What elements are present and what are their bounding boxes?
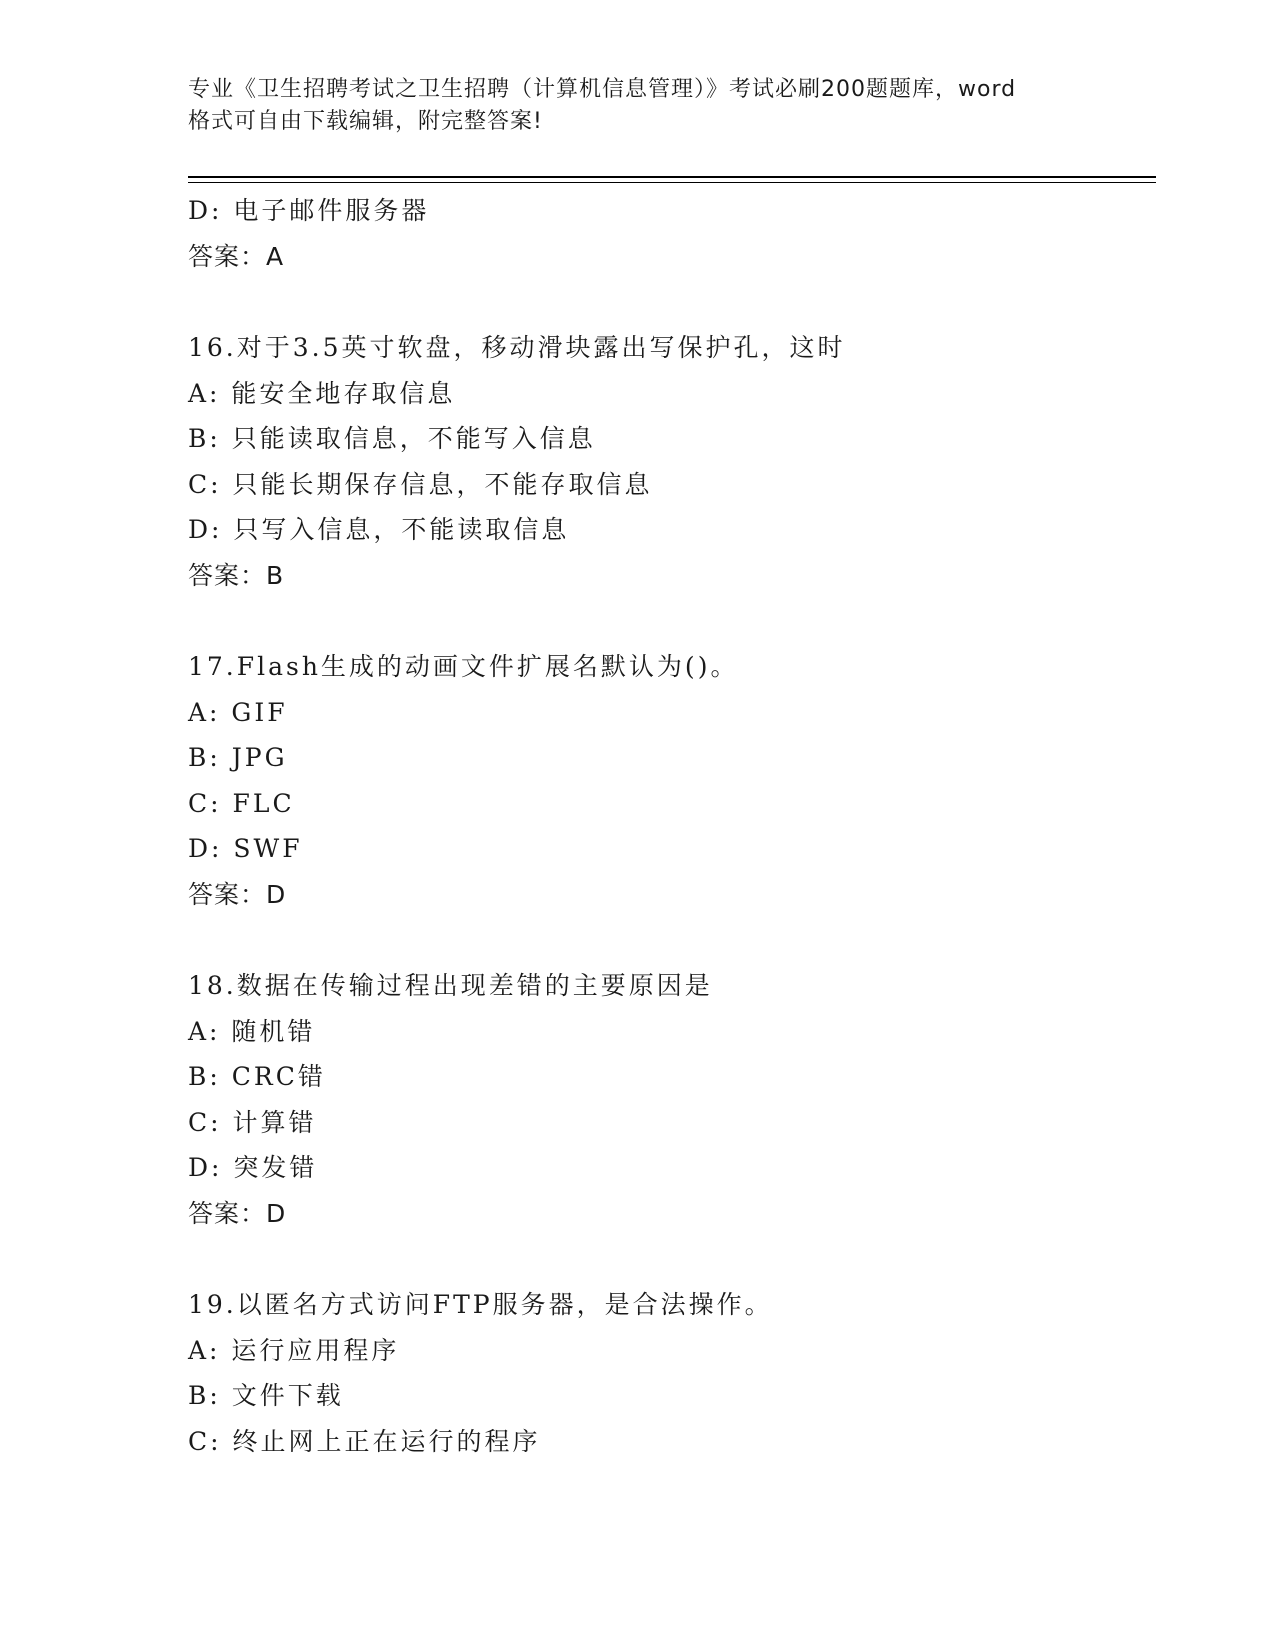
question-text: 19.以匿名方式访问FTP服务器，是合法操作。 bbox=[188, 1290, 773, 1319]
option-a: A: GIF bbox=[188, 697, 288, 727]
question-block-16 bbox=[188, 325, 1156, 598]
option-c: C: 只能长期保存信息，不能存取信息 bbox=[188, 469, 653, 499]
option-c: C: FLC bbox=[188, 788, 295, 818]
header-line-2: 格式可自由下载编辑，附完整答案! bbox=[188, 109, 543, 134]
spacer bbox=[188, 279, 1156, 325]
question-text: 16.对于3.5英寸软盘，移动滑块露出写保护孔，这时 bbox=[188, 333, 846, 362]
question-content bbox=[188, 188, 1156, 1464]
option-a: A: 能安全地存取信息 bbox=[188, 378, 456, 408]
option-d: D: SWF bbox=[188, 834, 303, 863]
document-header bbox=[188, 74, 1088, 138]
answer: 答案：D bbox=[188, 1198, 287, 1228]
header-line-1: 专业《卫生招聘考试之卫生招聘（计算机信息管理）》考试必刷200题题库，word bbox=[188, 77, 1017, 102]
spacer bbox=[188, 1236, 1156, 1282]
option-a: A: 运行应用程序 bbox=[188, 1335, 400, 1365]
prev-option-d: D: 电子邮件服务器 bbox=[188, 196, 430, 225]
question-block-19 bbox=[188, 1282, 1156, 1464]
answer: 答案：B bbox=[188, 560, 285, 590]
option-a: A: 随机错 bbox=[188, 1016, 316, 1046]
prev-answer: 答案：A bbox=[188, 241, 285, 271]
question-block-17 bbox=[188, 644, 1156, 917]
option-b: B: 文件下载 bbox=[188, 1381, 344, 1410]
spacer bbox=[188, 917, 1156, 963]
answer: 答案：D bbox=[188, 879, 287, 909]
header-rule-thick bbox=[188, 176, 1156, 178]
option-b: B: JPG bbox=[188, 743, 288, 772]
header-rule-thin bbox=[188, 182, 1156, 183]
question-text: 18.数据在传输过程出现差错的主要原因是 bbox=[188, 971, 713, 1000]
option-c: C: 计算错 bbox=[188, 1107, 317, 1137]
option-b: B: CRC错 bbox=[188, 1062, 326, 1091]
question-text: 17.Flash生成的动画文件扩展名默认为()。 bbox=[188, 652, 739, 681]
spacer bbox=[188, 598, 1156, 644]
option-d: D: 只写入信息，不能读取信息 bbox=[188, 515, 570, 544]
question-block-18 bbox=[188, 963, 1156, 1236]
option-d: D: 突发错 bbox=[188, 1153, 318, 1182]
option-c: C: 终止网上正在运行的程序 bbox=[188, 1426, 541, 1456]
option-b: B: 只能读取信息，不能写入信息 bbox=[188, 424, 596, 453]
